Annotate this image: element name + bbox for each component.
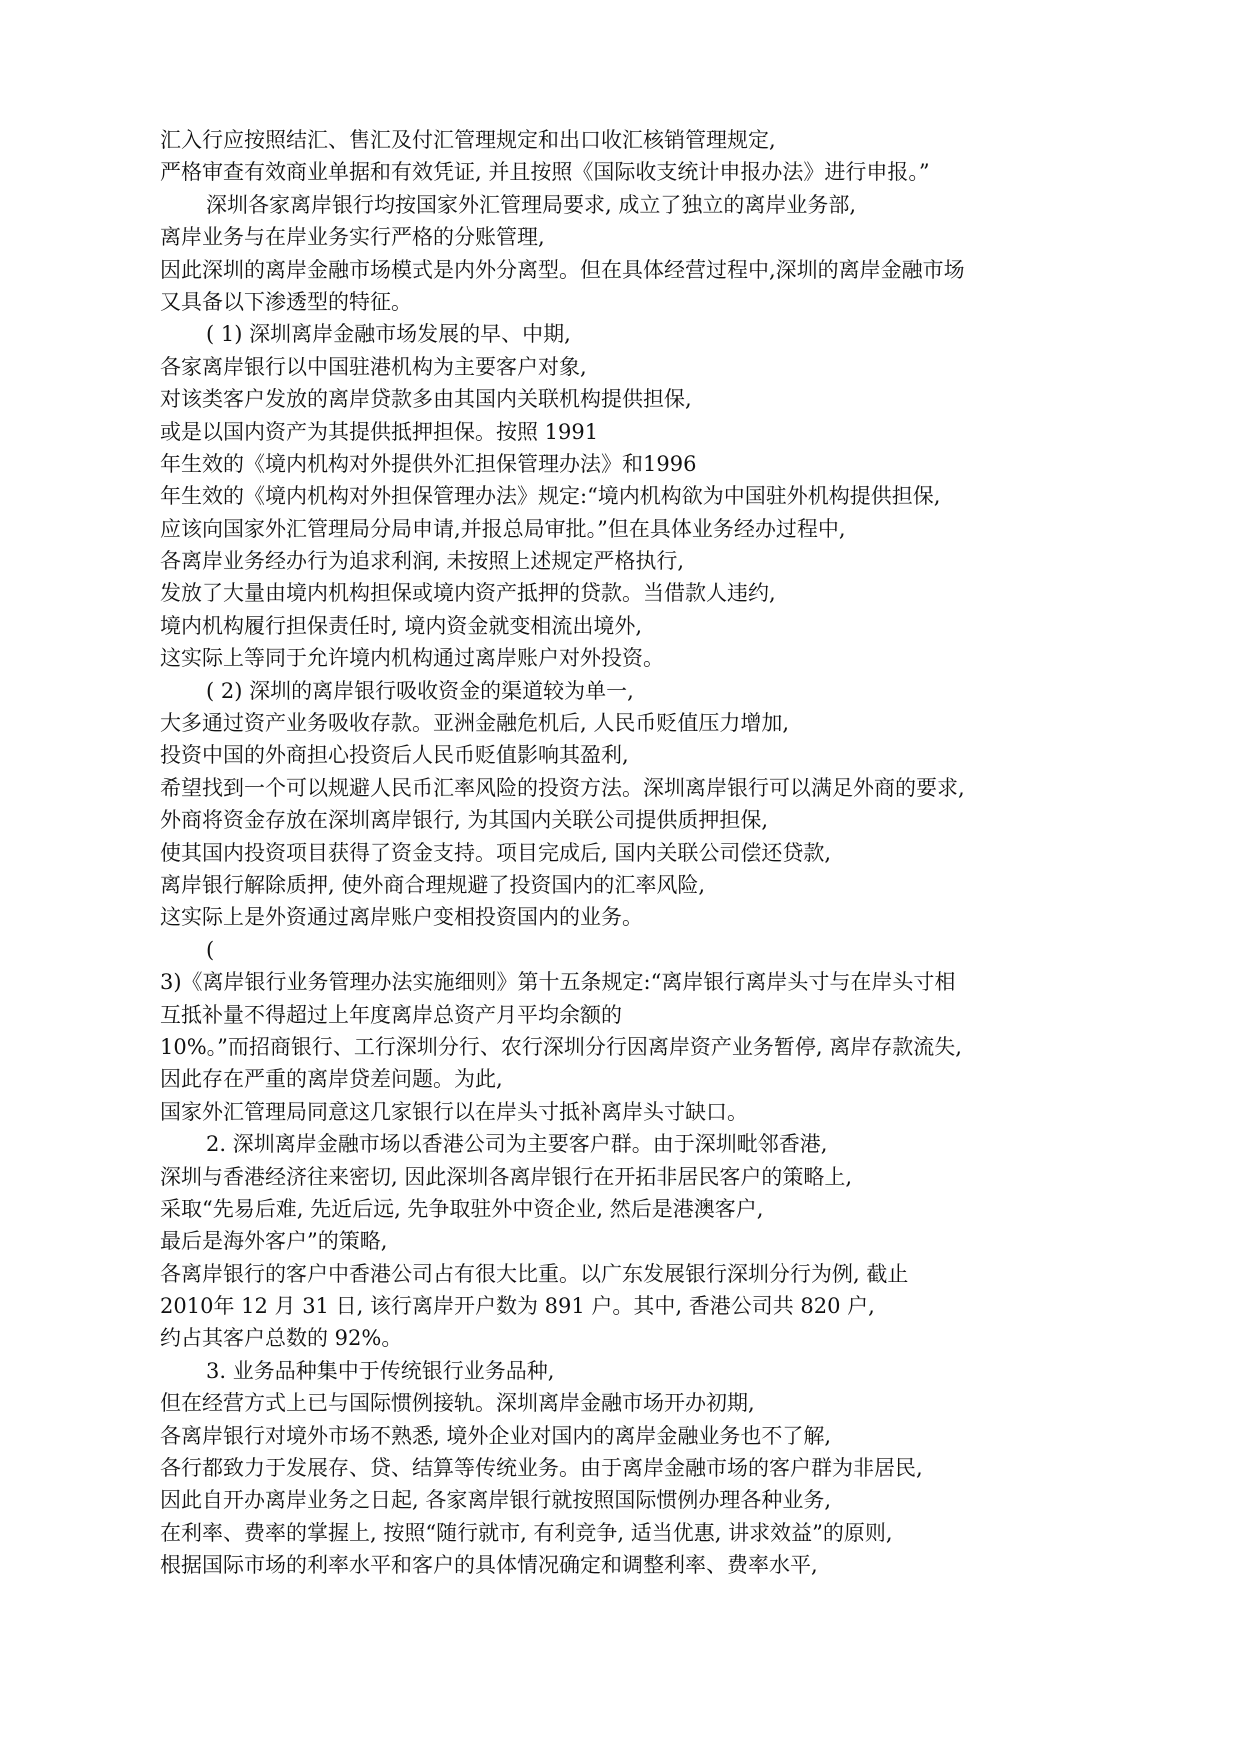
text-line: ( 1) 深圳离岸金融市场发展的早、中期, <box>206 322 571 347</box>
text-line: 希望找到一个可以规避人民币汇率风险的投资方法。深圳离岸银行可以满足外商的要求, <box>160 775 965 800</box>
text-line: 2. 深圳离岸金融市场以香港公司为主要客户群。由于深圳毗邻香港, <box>206 1132 828 1157</box>
document-body <box>160 124 1131 1582</box>
text-line: 离岸业务与在岸业务实行严格的分账管理, <box>160 225 545 250</box>
text-line: 汇入行应按照结汇、售汇及付汇管理规定和出口收汇核销管理规定, <box>160 128 776 152</box>
text-line: 发放了大量由境内机构担保或境内资产抵押的贷款。当借款人违约, <box>160 581 776 606</box>
text-line: 或是以国内资产为其提供抵押担保。按照 1991 <box>160 419 599 444</box>
text-line: 在利率、费率的掌握上, 按照“随行就市, 有利竞争, 适当优惠, 讲求效益”的原则, <box>160 1520 893 1545</box>
text-line: 投资中国的外商担心投资后人民币贬值影响其盈利, <box>160 743 629 768</box>
text-line: 各家离岸银行以中国驻港机构为主要客户对象, <box>160 354 587 379</box>
text-line: ( 2) 深圳的离岸银行吸收资金的渠道较为单一, <box>206 678 634 703</box>
text-line: 但在经营方式上已与国际惯例接轨。深圳离岸金融市场开办初期, <box>160 1391 755 1416</box>
text-line: 互抵补量不得超过上年度离岸总资产月平均余额的 <box>160 1002 622 1027</box>
text-line: 3. 业务品种集中于传统银行业务品种, <box>206 1358 555 1383</box>
text-line: 这实际上是外资通过离岸账户变相投资国内的业务。 <box>160 905 643 930</box>
text-line: 使其国内投资项目获得了资金支持。项目完成后, 国内关联公司偿还贷款, <box>160 840 832 865</box>
text-line: 2010年 12 月 31 日, 该行离岸开户数为 891 户。其中, 香港公司共 820 户, <box>160 1294 875 1319</box>
text-line: 因此存在严重的离岸贷差问题。为此, <box>160 1067 503 1092</box>
text-line: 最后是海外客户”的策略, <box>160 1229 388 1254</box>
text-line: 境内机构履行担保责任时, 境内资金就变相流出境外, <box>160 613 643 638</box>
text-line: 因此自开办离岸业务之日起, 各家离岸银行就按照国际惯例办理各种业务, <box>160 1488 832 1513</box>
text-line: 大多通过资产业务吸收存款。亚洲金融危机后, 人民币贬值压力增加, <box>160 711 790 736</box>
text-line: 又具备以下渗透型的特征。 <box>160 289 412 314</box>
text-line: 年生效的《境内机构对外担保管理办法》规定:“境内机构欲为中国驻外机构提供担保, <box>160 484 941 509</box>
text-line: 采取“先易后难, 先近后远, 先争取驻外中资企业, 然后是港澳客户, <box>160 1196 764 1221</box>
text-line: 深圳与香港经济往来密切, 因此深圳各离岸银行在开拓非居民客户的策略上, <box>160 1164 853 1189</box>
text-line: 因此深圳的离岸金融市场模式是内外分离型。但在具体经营过程中,深圳的离岸金融市场 <box>160 257 965 282</box>
text-line: 各离岸银行对境外市场不熟悉, 境外企业对国内的离岸金融业务也不了解, <box>160 1423 832 1448</box>
text-line: 对该类客户发放的离岸贷款多由其国内关联机构提供担保, <box>160 387 692 412</box>
text-line: 约占其客户总数的 92%。 <box>160 1326 403 1351</box>
text-line: 离岸银行解除质押, 使外商合理规避了投资国内的汇率风险, <box>160 872 706 897</box>
text-line: 10%。”而招商银行、工行深圳分行、农行深圳分行因离岸资产业务暂停, 离岸存款流失, <box>160 1034 962 1059</box>
text-line: 外商将资金存放在深圳离岸银行, 为其国内关联公司提供质押担保, <box>160 808 769 833</box>
text-line: 3)《离岸银行业务管理办法实施细则》第十五条规定:“离岸银行离岸头寸与在岸头寸相 <box>160 970 956 995</box>
text-line: 各离岸业务经办行为追求利润, 未按照上述规定严格执行, <box>160 549 685 574</box>
text-line: 各行都致力于发展存、贷、结算等传统业务。由于离岸金融市场的客户群为非居民, <box>160 1456 923 1481</box>
text-line: 各离岸银行的客户中香港公司占有很大比重。以广东发展银行深圳分行为例, 截止 <box>160 1261 909 1286</box>
text-line: 应该向国家外汇管理局分局申请,并报总局审批。”但在具体业务经办过程中, <box>160 516 846 541</box>
text-line: 深圳各家离岸银行均按国家外汇管理局要求, 成立了独立的离岸业务部, <box>206 192 857 217</box>
text-line: 严格审查有效商业单据和有效凭证, 并且按照《国际收支统计申报办法》进行申报。” <box>160 160 930 185</box>
text-line: ( <box>206 937 215 962</box>
text-line: 这实际上等同于允许境内机构通过离岸账户对外投资。 <box>160 646 664 671</box>
text-line: 国家外汇管理局同意这几家银行以在岸头寸抵补离岸头寸缺口。 <box>160 1099 748 1124</box>
text-line: 根据国际市场的利率水平和客户的具体情况确定和调整利率、费率水平, <box>160 1553 818 1578</box>
text-line: 年生效的《境内机构对外提供外汇担保管理办法》和1996 <box>160 451 697 476</box>
